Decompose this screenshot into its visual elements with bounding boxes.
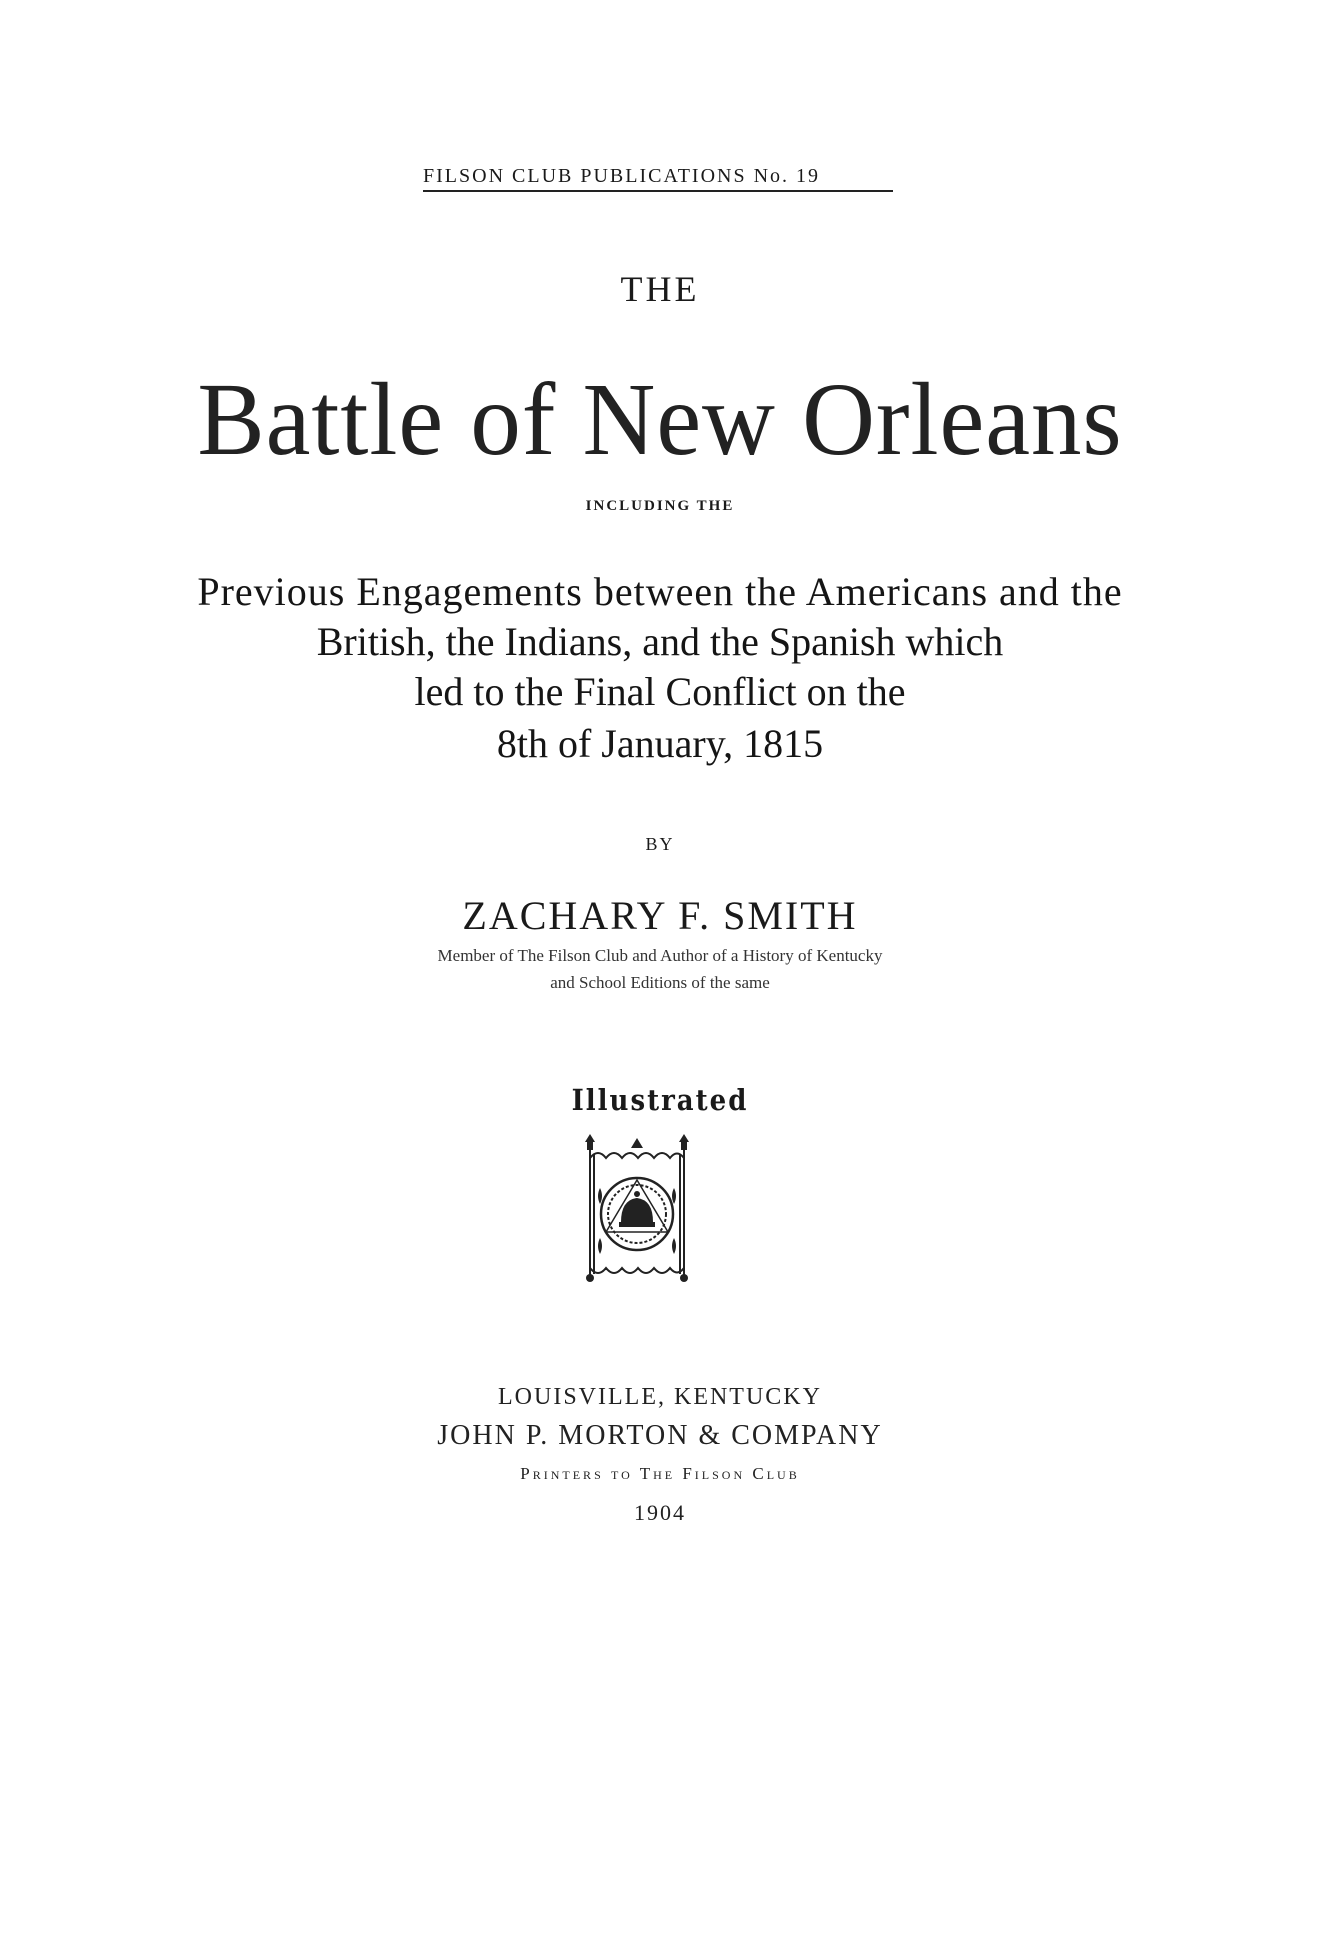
by-label: BY xyxy=(645,834,675,854)
subtitle-line-2: British, the Indians, and the Spanish which xyxy=(316,619,1004,664)
publisher-printers: Printers to The Filson Club xyxy=(520,1464,800,1483)
illustrated-label: Illustrated xyxy=(571,1084,749,1118)
subtitle-line-3: led to the Final Conflict on the xyxy=(414,669,906,714)
filson-club-seal-icon xyxy=(576,1128,698,1286)
publisher-name: JOHN P. MORTON & COMPANY xyxy=(437,1420,883,1451)
publication-year: 1904 xyxy=(634,1500,686,1525)
subtitle-line-4: 8th of January, 1815 xyxy=(496,721,824,766)
author-name: ZACHARY F. SMITH xyxy=(462,893,858,938)
author-affiliation-line-1: Member of The Filson Club and Author of a History of Kentucky xyxy=(437,946,883,965)
author-affiliation-line-2: and School Editions of the same xyxy=(550,973,770,992)
book-title: Battle of New Orleans xyxy=(197,362,1123,477)
title-article: THE xyxy=(620,269,700,309)
publisher-city: LOUISVILLE, KENTUCKY xyxy=(498,1384,822,1410)
including-label: INCLUDING THE xyxy=(585,498,735,514)
subtitle-line-1: Previous Engagements between the Americans and the xyxy=(197,569,1123,614)
series-line: FILSON CLUB PUBLICATIONS No. 19 xyxy=(423,165,893,192)
